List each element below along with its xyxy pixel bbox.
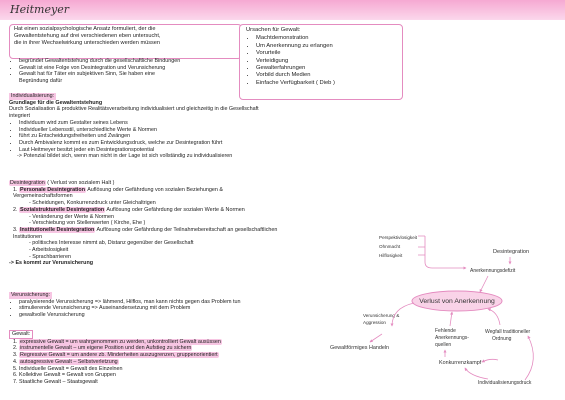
diagram-arrow-defizit: [480, 276, 488, 292]
individualisierung-subheading: Grundlage für die Gewaltentstehung: [9, 99, 103, 106]
diagram-perspektivlosigkeit: Perspektivlosigkeit: [379, 235, 418, 240]
desintegration-cont: Institutionen: [13, 233, 43, 240]
diagram-arrow-bottom-left: [465, 368, 488, 379]
gewalt-text: Staatliche Gewalt – Staatsgewalt: [19, 378, 98, 385]
diagram-gewalt: Gewaltförmiges Handeln: [330, 345, 390, 351]
diagram-ohnmacht: Ohnmacht: [379, 244, 401, 249]
diagram-verunsicherung: Verunsicherung &: [363, 313, 400, 318]
diagram-individualisierungsdruck: Individualisierungsdruck: [478, 380, 532, 386]
diagram-center-label: Verlust von Anerkennung: [419, 298, 495, 305]
item-number: 5.: [13, 365, 18, 372]
verunsicherung-bullet: • paralysierende Verunsicherung => lähmend, Hilflos, man kann nichts gegen das Problem tun: [19, 299, 369, 306]
cause-item: • Um Anerkennung zu erlangen: [256, 43, 396, 50]
individualisierung-bullet: • Individueller Lebensstil, unterschiedliche Werte & Normen: [19, 127, 369, 134]
item-number: 1.: [13, 186, 18, 193]
individualisierung-bullet: • führt zu Entscheidungsfreiheiten und Zwängen: [19, 133, 369, 140]
individualisierung-bullet: • Durch Ambivalenz kommt es zum Entwicklungsdruck, welche zur Desintegration führt: [19, 140, 369, 147]
verunsicherung-heading: Verunsicherung:: [11, 292, 50, 298]
desintegration-desc: Auflösung oder Gefährdung von sozialen Beziehungen &: [86, 186, 223, 193]
intro-line: Hat einen sozialpsychologische Ansatz formuliert, der die: [14, 26, 156, 32]
item-number: 4.: [13, 358, 18, 365]
diagram-arrow-left: [392, 303, 414, 326]
intro-bullet: • Gewalt hat für Täter ein subjektiven Sinn, Sie haben eine: [19, 71, 234, 78]
intro-line: Gewaltentstehung auf drei verschiedenen eben untersucht,: [14, 32, 161, 39]
gewalt-text: Individuelle Gewalt = Gewalt des Einzelnen: [19, 365, 123, 372]
desintegration-sub: - politisches Interesse nimmt ab, Distanz gegenüber der Gesellschaft: [29, 240, 194, 247]
gewalt-heading: Gewalt:: [9, 330, 33, 339]
individualisierung-text: integriert: [9, 113, 30, 120]
intro-bullet-cont: Begründung dafür: [19, 78, 63, 85]
verunsicherung-bullet: • gewaltvolle Verunsicherung: [19, 312, 369, 319]
desintegration-term: Personale Desintegration: [20, 186, 86, 193]
diagram-hilflosigkeit: Hilflosigkeit: [379, 253, 403, 258]
diagram-konkurrenz: Konkurrenzkampf: [439, 360, 482, 366]
cause-item: • Einfache Verfügbarkeit ( Dieb ): [256, 80, 396, 87]
individualisierung-bullet: • Individuum wird zum Gestalter seines Lebens: [19, 120, 369, 127]
item-number: 2.: [13, 345, 18, 352]
cause-item: • Vorurteile: [256, 50, 396, 57]
individualisierung-text: Durch Sozialisation & produktive Realitätsverarbeitung individualisiert und gleichzeitig in die Gesellschaft: [9, 106, 259, 113]
gewalt-text: autoagressive Gewalt – Selbstverletzung: [20, 358, 118, 365]
verunsicherung-bullet: • stimulierende Verunsicherung => Auseinandersetzung mit dem Problem: [19, 305, 369, 312]
desintegration-sub: - Sprachbarrieren: [29, 253, 71, 260]
intro-bullet: • Gewalt ist eine Folge von Desintegration und Verunsicherung: [19, 65, 234, 72]
diagram-anerkennungsdefizit: Anerkennungsdefizit: [470, 268, 516, 274]
diagram-brace: [418, 236, 466, 268]
item-number: 3.: [13, 226, 18, 233]
desintegration-term: Sozialstrukturelle Desintegration: [20, 206, 105, 213]
desintegration-result: -> Es kommt zur Verunsicherung: [9, 260, 94, 267]
gewalt-text: Regressive Gewalt = um andere zb. Minderheiten auszugrenzen, gruppenorientiert: [20, 352, 218, 359]
desintegration-desc: Auflösung oder Gefährdung der sozialen Werte & Normen: [105, 206, 245, 213]
diagram-arrow-right: [488, 309, 500, 325]
cause-item: • Vorbild durch Medien: [256, 72, 396, 79]
intro-line: die in ihrer Wechselwirkung unterschieden werden müssen: [14, 39, 161, 46]
cause-item: • Machtdemonstration: [256, 35, 396, 42]
causes-title: Ursachen für Gewalt:: [246, 27, 301, 33]
diagram-aggression: Aggression: [363, 320, 386, 325]
desintegration-sub: - Verschiebung von Stellenwerten ( Kirche, Ehe ): [29, 220, 146, 227]
diagram-wegfall: Wegfall traditioneller: [485, 329, 531, 335]
desintegration-sub: - Scheidungen, Konkurrenzdruck unter Gleichaltrigen: [29, 200, 156, 207]
gewalt-text: instrumentelle Gewalt – um eigene Position und den Aufstieg zu sichern: [20, 345, 192, 352]
diagram-quellen: quellen: [435, 342, 452, 348]
gewalt-text: expressive Gewalt = um wahrgenommen zu werden, unkontrolliert Gewalt ausüssen: [20, 338, 221, 345]
diagram-arrow-konkurrenz: [482, 359, 498, 362]
diagram-desintegration: Desintegration: [493, 249, 530, 255]
diagram-arrow-bottom: [525, 336, 533, 380]
diagram-arrow-gewalt: [370, 334, 382, 342]
desintegration-sub: - Veränderung der Werte & Normen: [29, 213, 114, 220]
item-number: 1.: [13, 338, 18, 345]
desintegration-cont: Vergemeinschaftsformen: [13, 193, 73, 200]
desintegration-heading-suffix: ( Verlust von sozialem Halt ): [45, 180, 115, 186]
individualisierung-heading: Individualisierung:: [11, 93, 55, 99]
diagram-anerkennungs: Anerkennungs-: [435, 335, 469, 341]
desintegration-desc: Auflösung oder Gefährdung der Teilnahmebereitschaft an gesellschaftlichen: [95, 226, 278, 233]
diagram-ordnung: Ordnung: [492, 336, 512, 342]
cause-item: • Verteidigung: [256, 58, 396, 65]
page-title: Heitmeyer: [10, 3, 69, 16]
cause-item: • Gewalterfahrungen: [256, 65, 396, 72]
diagram-arrow-mid: [450, 312, 452, 326]
diagram-fehlende: Fehlende: [435, 328, 456, 334]
gewalt-text: Kollektive Gewalt = Gewalt von Gruppen: [19, 372, 116, 379]
individualisierung-arrow: -> Potenzial bildet sich, wenn man nicht in der Lage ist sich vollständig zu individualisieren: [17, 153, 233, 160]
item-number: 6.: [13, 372, 18, 379]
item-number: 2.: [13, 206, 18, 213]
individualisierung-bullet: • Laut Heitmeyer besitzt jeder ein Desintegrationspotential: [19, 147, 369, 154]
desintegration-heading: Desintegration: [10, 180, 45, 186]
intro-bullet: • begründet Gewaltentstehung durch die gesellschaftliche Bindungen: [19, 58, 234, 65]
item-number: 7.: [13, 378, 18, 385]
desintegration-term: Institutionelle Desintegration: [20, 226, 95, 233]
desintegration-sub: - Arbeitslosigkeit: [29, 247, 69, 254]
item-number: 3.: [13, 352, 18, 359]
